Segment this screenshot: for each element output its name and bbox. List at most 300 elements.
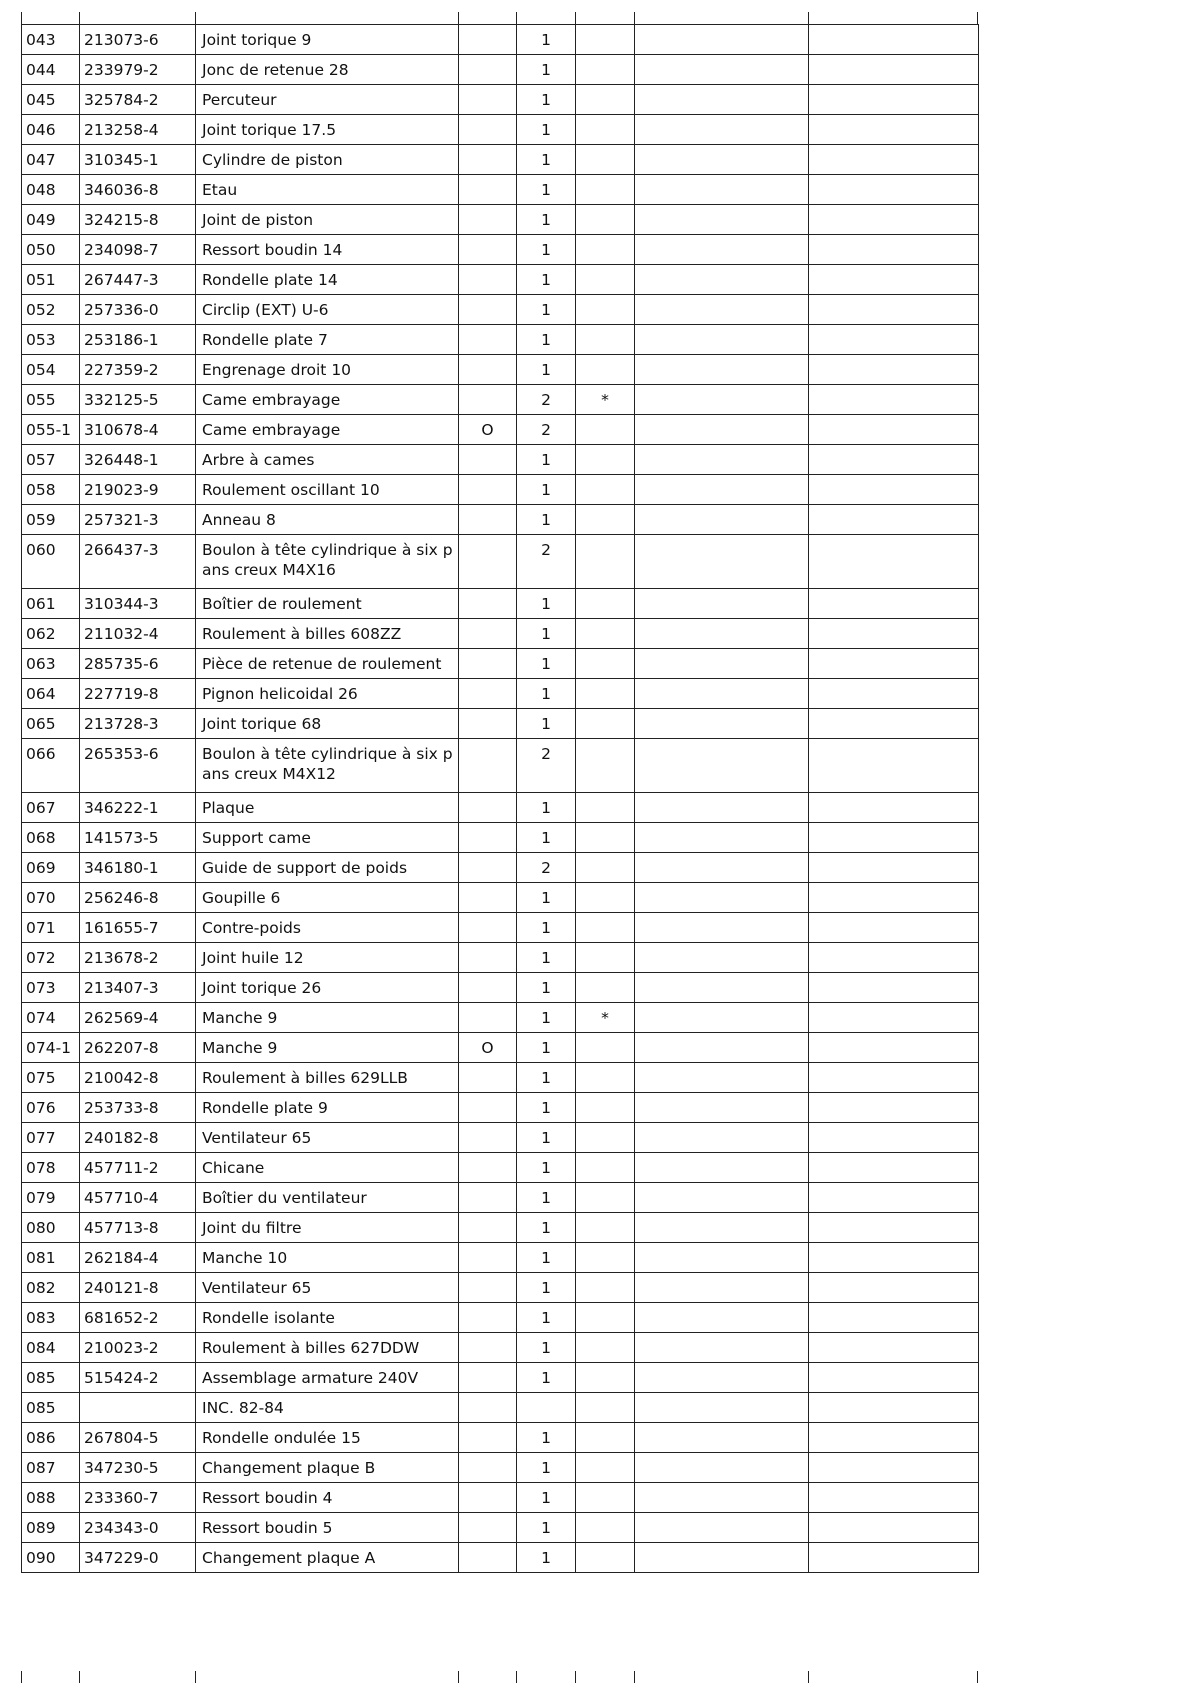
note-cell	[576, 739, 635, 793]
note-cell	[576, 355, 635, 385]
option-cell	[459, 823, 517, 853]
option-cell	[459, 1093, 517, 1123]
empty-cell	[809, 505, 979, 535]
table-row	[22, 1243, 979, 1273]
description-cell: Rondelle plate 9	[196, 1093, 459, 1123]
table-row	[22, 175, 979, 205]
empty-cell	[635, 1393, 809, 1423]
table-row	[22, 295, 979, 325]
empty-cell	[635, 325, 809, 355]
note-cell	[576, 853, 635, 883]
part-number-cell: 347229-0	[80, 1543, 196, 1573]
empty-cell	[809, 709, 979, 739]
quantity-cell: 1	[517, 1483, 576, 1513]
empty-cell	[809, 265, 979, 295]
quantity-cell: 1	[517, 1513, 576, 1543]
description-cell: Cylindre de piston	[196, 145, 459, 175]
item-number-cell: 054	[22, 355, 80, 385]
empty-cell	[809, 913, 979, 943]
part-number-cell: 457713-8	[80, 1213, 196, 1243]
quantity-cell: 1	[517, 1093, 576, 1123]
quantity-cell: 1	[517, 205, 576, 235]
note-cell	[576, 505, 635, 535]
part-number-cell: 219023-9	[80, 475, 196, 505]
table-row	[22, 145, 979, 175]
description-cell: Ressort boudin 14	[196, 235, 459, 265]
note-cell	[576, 55, 635, 85]
table-row	[22, 55, 979, 85]
description-cell: Came embrayage	[196, 385, 459, 415]
option-cell	[459, 115, 517, 145]
note-cell	[576, 1183, 635, 1213]
description-cell: Rondelle ondulée 15	[196, 1423, 459, 1453]
option-cell	[459, 1123, 517, 1153]
part-number-cell: 267447-3	[80, 265, 196, 295]
parts-list-table	[21, 24, 979, 1573]
empty-cell	[635, 883, 809, 913]
table-row	[22, 1393, 979, 1423]
empty-cell	[635, 793, 809, 823]
note-cell	[576, 1273, 635, 1303]
item-number-cell: 082	[22, 1273, 80, 1303]
table-row	[22, 619, 979, 649]
part-number-cell: 515424-2	[80, 1363, 196, 1393]
item-number-cell: 067	[22, 793, 80, 823]
item-number-cell: 063	[22, 649, 80, 679]
description-cell: Roulement à billes 608ZZ	[196, 619, 459, 649]
description-cell: Came embrayage	[196, 415, 459, 445]
table-row	[22, 793, 979, 823]
item-number-cell: 057	[22, 445, 80, 475]
description-cell: Ressort boudin 4	[196, 1483, 459, 1513]
empty-cell	[809, 1513, 979, 1543]
table-top-rule	[458, 12, 459, 24]
table-row	[22, 1363, 979, 1393]
part-number-cell: 227719-8	[80, 679, 196, 709]
item-number-cell: 080	[22, 1213, 80, 1243]
description-cell: Pièce de retenue de roulement	[196, 649, 459, 679]
empty-cell	[635, 589, 809, 619]
item-number-cell: 053	[22, 325, 80, 355]
option-cell	[459, 475, 517, 505]
table-row	[22, 943, 979, 973]
description-cell: Ventilateur 65	[196, 1273, 459, 1303]
note-cell	[576, 589, 635, 619]
part-number-cell: 233360-7	[80, 1483, 196, 1513]
part-number-cell: 240182-8	[80, 1123, 196, 1153]
empty-cell	[635, 115, 809, 145]
description-cell: Joint torique 9	[196, 25, 459, 55]
description-cell: Rondelle plate 7	[196, 325, 459, 355]
item-number-cell: 072	[22, 943, 80, 973]
empty-cell	[635, 445, 809, 475]
table-row	[22, 1093, 979, 1123]
table-row	[22, 1513, 979, 1543]
table-row	[22, 1003, 979, 1033]
description-cell: Contre-poids	[196, 913, 459, 943]
empty-cell	[809, 1243, 979, 1273]
empty-cell	[809, 1393, 979, 1423]
option-cell	[459, 589, 517, 619]
item-number-cell: 071	[22, 913, 80, 943]
note-cell	[576, 823, 635, 853]
empty-cell	[809, 1123, 979, 1153]
empty-cell	[635, 1273, 809, 1303]
option-cell	[459, 1483, 517, 1513]
item-number-cell: 048	[22, 175, 80, 205]
note-cell	[576, 475, 635, 505]
quantity-cell: 1	[517, 649, 576, 679]
note-cell	[576, 1333, 635, 1363]
item-number-cell: 043	[22, 25, 80, 55]
table-row	[22, 1483, 979, 1513]
empty-cell	[809, 793, 979, 823]
note-cell	[576, 115, 635, 145]
part-number-cell: 285735-6	[80, 649, 196, 679]
description-cell: Changement plaque B	[196, 1453, 459, 1483]
part-number-cell: 213407-3	[80, 973, 196, 1003]
empty-cell	[635, 385, 809, 415]
description-cell: Support came	[196, 823, 459, 853]
part-number-cell: 234098-7	[80, 235, 196, 265]
item-number-cell: 078	[22, 1153, 80, 1183]
quantity-cell: 2	[517, 385, 576, 415]
description-cell: Ventilateur 65	[196, 1123, 459, 1153]
table-bottom-rule	[458, 1671, 459, 1683]
option-cell	[459, 355, 517, 385]
empty-cell	[635, 739, 809, 793]
table-row	[22, 1303, 979, 1333]
description-cell: Boulon à tête cylindrique à six pans creux M4X12	[196, 739, 459, 793]
quantity-cell: 1	[517, 679, 576, 709]
table-row	[22, 265, 979, 295]
empty-cell	[809, 1363, 979, 1393]
table-bottom-rule	[977, 1671, 978, 1683]
empty-cell	[809, 25, 979, 55]
part-number-cell: 257321-3	[80, 505, 196, 535]
option-cell	[459, 853, 517, 883]
option-cell	[459, 505, 517, 535]
quantity-cell: 1	[517, 265, 576, 295]
empty-cell	[809, 1063, 979, 1093]
description-cell: Boulon à tête cylindrique à six pans creux M4X16	[196, 535, 459, 589]
empty-cell	[809, 295, 979, 325]
empty-cell	[635, 1003, 809, 1033]
empty-cell	[635, 649, 809, 679]
table-row	[22, 1453, 979, 1483]
option-cell	[459, 793, 517, 823]
option-cell	[459, 1543, 517, 1573]
item-number-cell: 049	[22, 205, 80, 235]
option-cell	[459, 943, 517, 973]
item-number-cell: 074-1	[22, 1033, 80, 1063]
item-number-cell: 046	[22, 115, 80, 145]
part-number-cell: 211032-4	[80, 619, 196, 649]
table-top-rule	[575, 12, 576, 24]
part-number-cell: 346222-1	[80, 793, 196, 823]
empty-cell	[809, 475, 979, 505]
empty-cell	[635, 943, 809, 973]
empty-cell	[635, 1093, 809, 1123]
quantity-cell: 1	[517, 145, 576, 175]
quantity-cell: 1	[517, 883, 576, 913]
table-top-rule	[634, 12, 635, 24]
option-cell	[459, 175, 517, 205]
option-cell	[459, 883, 517, 913]
item-number-cell: 044	[22, 55, 80, 85]
note-cell	[576, 1033, 635, 1063]
item-number-cell: 077	[22, 1123, 80, 1153]
option-cell	[459, 913, 517, 943]
table-bottom-rule	[808, 1671, 809, 1683]
note-cell	[576, 913, 635, 943]
quantity-cell: 1	[517, 1303, 576, 1333]
description-cell: Assemblage armature 240V	[196, 1363, 459, 1393]
empty-cell	[809, 739, 979, 793]
empty-cell	[635, 175, 809, 205]
quantity-cell: 2	[517, 739, 576, 793]
item-number-cell: 088	[22, 1483, 80, 1513]
empty-cell	[809, 205, 979, 235]
table-row	[22, 649, 979, 679]
table-row	[22, 1213, 979, 1243]
table-row	[22, 973, 979, 1003]
note-cell	[576, 535, 635, 589]
item-number-cell: 087	[22, 1453, 80, 1483]
quantity-cell: 1	[517, 1003, 576, 1033]
part-number-cell: 262207-8	[80, 1033, 196, 1063]
note-cell	[576, 235, 635, 265]
empty-cell	[809, 445, 979, 475]
note-cell	[576, 1363, 635, 1393]
table-top-rule	[516, 12, 517, 24]
empty-cell	[635, 235, 809, 265]
option-cell	[459, 85, 517, 115]
empty-cell	[635, 1513, 809, 1543]
part-number-cell: 262184-4	[80, 1243, 196, 1273]
quantity-cell: 1	[517, 1243, 576, 1273]
note-cell	[576, 1453, 635, 1483]
note-cell	[576, 1423, 635, 1453]
empty-cell	[809, 535, 979, 589]
empty-cell	[635, 355, 809, 385]
table-bottom-rule	[634, 1671, 635, 1683]
option-cell	[459, 1303, 517, 1333]
note-cell	[576, 295, 635, 325]
item-number-cell: 089	[22, 1513, 80, 1543]
empty-cell	[635, 823, 809, 853]
empty-cell	[635, 973, 809, 1003]
option-cell	[459, 55, 517, 85]
note-cell	[576, 1243, 635, 1273]
empty-cell	[809, 973, 979, 1003]
empty-cell	[635, 1543, 809, 1573]
empty-cell	[635, 535, 809, 589]
table-row	[22, 325, 979, 355]
empty-cell	[809, 145, 979, 175]
table-row	[22, 913, 979, 943]
description-cell: Arbre à cames	[196, 445, 459, 475]
note-cell	[576, 265, 635, 295]
description-cell: Etau	[196, 175, 459, 205]
empty-cell	[809, 1093, 979, 1123]
empty-cell	[635, 25, 809, 55]
item-number-cell: 086	[22, 1423, 80, 1453]
note-cell	[576, 445, 635, 475]
table-row	[22, 1543, 979, 1573]
note-cell: *	[576, 385, 635, 415]
part-number-cell: 141573-5	[80, 823, 196, 853]
quantity-cell: 1	[517, 1363, 576, 1393]
empty-cell	[635, 709, 809, 739]
empty-cell	[635, 1153, 809, 1183]
item-number-cell: 060	[22, 535, 80, 589]
option-cell	[459, 1063, 517, 1093]
option-cell	[459, 739, 517, 793]
part-number-cell: 457711-2	[80, 1153, 196, 1183]
item-number-cell: 076	[22, 1093, 80, 1123]
empty-cell	[635, 85, 809, 115]
empty-cell	[635, 295, 809, 325]
description-cell: INC. 82-84	[196, 1393, 459, 1423]
quantity-cell: 1	[517, 1123, 576, 1153]
option-cell	[459, 145, 517, 175]
item-number-cell: 066	[22, 739, 80, 793]
part-number-cell	[80, 1393, 196, 1423]
empty-cell	[635, 505, 809, 535]
empty-cell	[809, 115, 979, 145]
item-number-cell: 083	[22, 1303, 80, 1333]
option-cell	[459, 205, 517, 235]
item-number-cell: 069	[22, 853, 80, 883]
option-cell	[459, 1453, 517, 1483]
part-number-cell: 213073-6	[80, 25, 196, 55]
empty-cell	[809, 943, 979, 973]
option-cell	[459, 709, 517, 739]
option-cell: O	[459, 415, 517, 445]
item-number-cell: 058	[22, 475, 80, 505]
table-top-rule	[21, 12, 22, 24]
empty-cell	[809, 1453, 979, 1483]
note-cell	[576, 1093, 635, 1123]
item-number-cell: 062	[22, 619, 80, 649]
note-cell	[576, 145, 635, 175]
quantity-cell: 1	[517, 1213, 576, 1243]
description-cell: Roulement à billes 629LLB	[196, 1063, 459, 1093]
quantity-cell: 1	[517, 25, 576, 55]
empty-cell	[809, 1423, 979, 1453]
option-cell	[459, 679, 517, 709]
description-cell: Joint huile 12	[196, 943, 459, 973]
empty-cell	[635, 913, 809, 943]
quantity-cell: 1	[517, 325, 576, 355]
part-number-cell: 326448-1	[80, 445, 196, 475]
empty-cell	[809, 1033, 979, 1063]
part-number-cell: 210042-8	[80, 1063, 196, 1093]
description-cell: Manche 9	[196, 1003, 459, 1033]
option-cell	[459, 535, 517, 589]
empty-cell	[635, 853, 809, 883]
item-number-cell: 051	[22, 265, 80, 295]
empty-cell	[809, 1153, 979, 1183]
empty-cell	[635, 265, 809, 295]
option-cell	[459, 235, 517, 265]
note-cell	[576, 943, 635, 973]
table-row	[22, 739, 979, 793]
quantity-cell: 1	[517, 1453, 576, 1483]
empty-cell	[809, 619, 979, 649]
empty-cell	[809, 1303, 979, 1333]
part-number-cell: 253186-1	[80, 325, 196, 355]
description-cell: Jonc de retenue 28	[196, 55, 459, 85]
description-cell: Boîtier de roulement	[196, 589, 459, 619]
parts-list-body	[22, 25, 979, 1573]
part-number-cell: 347230-5	[80, 1453, 196, 1483]
description-cell: Joint torique 17.5	[196, 115, 459, 145]
option-cell	[459, 1393, 517, 1423]
empty-cell	[809, 853, 979, 883]
option-cell	[459, 1183, 517, 1213]
quantity-cell: 1	[517, 175, 576, 205]
part-number-cell: 262569-4	[80, 1003, 196, 1033]
description-cell: Boîtier du ventilateur	[196, 1183, 459, 1213]
item-number-cell: 070	[22, 883, 80, 913]
item-number-cell: 065	[22, 709, 80, 739]
part-number-cell: 240121-8	[80, 1273, 196, 1303]
empty-cell	[809, 1213, 979, 1243]
table-row	[22, 1333, 979, 1363]
item-number-cell: 085	[22, 1393, 80, 1423]
empty-cell	[809, 883, 979, 913]
table-top-rule	[808, 12, 809, 24]
table-row	[22, 823, 979, 853]
part-number-cell: 332125-5	[80, 385, 196, 415]
table-top-rule	[977, 12, 978, 24]
empty-cell	[809, 175, 979, 205]
option-cell	[459, 265, 517, 295]
description-cell: Changement plaque A	[196, 1543, 459, 1573]
quantity-cell: 2	[517, 535, 576, 589]
quantity-cell: 1	[517, 85, 576, 115]
note-cell	[576, 883, 635, 913]
empty-cell	[635, 1453, 809, 1483]
option-cell	[459, 1213, 517, 1243]
table-row	[22, 115, 979, 145]
option-cell	[459, 1363, 517, 1393]
quantity-cell: 1	[517, 445, 576, 475]
empty-cell	[809, 679, 979, 709]
quantity-cell: 1	[517, 1273, 576, 1303]
note-cell: *	[576, 1003, 635, 1033]
item-number-cell: 052	[22, 295, 80, 325]
item-number-cell: 050	[22, 235, 80, 265]
empty-cell	[809, 589, 979, 619]
empty-cell	[809, 1183, 979, 1213]
description-cell: Anneau 8	[196, 505, 459, 535]
empty-cell	[809, 325, 979, 355]
description-cell: Engrenage droit 10	[196, 355, 459, 385]
option-cell: O	[459, 1033, 517, 1063]
empty-cell	[809, 1333, 979, 1363]
table-row	[22, 535, 979, 589]
item-number-cell: 081	[22, 1243, 80, 1273]
part-number-cell: 227359-2	[80, 355, 196, 385]
description-cell: Manche 9	[196, 1033, 459, 1063]
table-row	[22, 1063, 979, 1093]
empty-cell	[809, 1273, 979, 1303]
option-cell	[459, 325, 517, 355]
table-row	[22, 1183, 979, 1213]
